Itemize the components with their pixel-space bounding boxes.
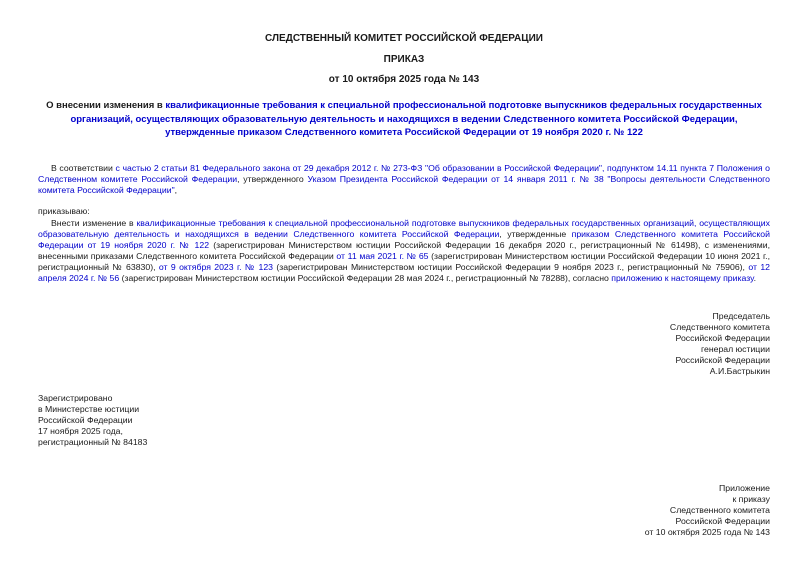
text-line: генерал юстиции <box>701 343 770 354</box>
text-line: Российской Федерации <box>675 354 770 365</box>
text-segment: , <box>174 184 178 195</box>
text-line: 17 ноября 2025 года, <box>38 425 123 436</box>
signature-block <box>38 311 770 377</box>
document-type: ПРИКАЗ <box>383 54 425 65</box>
text-line: в Министерстве юстиции <box>38 403 140 414</box>
document-title <box>38 99 770 140</box>
document-link[interactable]: приложению к настоящему приказу <box>611 272 754 283</box>
document-org-title: СЛЕДСТВЕННЫЙ КОМИТЕТ РОССИЙСКОЙ ФЕДЕРАЦИИ <box>265 33 543 44</box>
text-line: Следственного комитета <box>669 321 770 332</box>
text-line: Российской Федерации <box>675 515 770 526</box>
text-segment: (зарегистрирован Министерством юстиции Российской Федерации 9 ноября 2023 г., регистрационный № 75906), <box>273 261 749 272</box>
appendix-block <box>38 483 770 538</box>
registration-block <box>38 393 770 448</box>
text-segment: . <box>753 272 756 283</box>
text-segment: (зарегистрирован Министерством юстиции Российской Федерации 16 декабря 2020 г., регистрационный № 61498), с изменениями, внесенными приказами Следственного комитета Российской Федерации <box>38 239 771 261</box>
document-link[interactable]: с частью 2 статьи 81 Федерального закона от 29 декабря 2012 г. № 273-ФЗ "Об образовании в Российской Федерации", подпунктом 14.11 пункта 7 Положения о Следственном комитете Российской Федерации <box>38 162 770 184</box>
text-segment: , утвержденного <box>237 173 308 184</box>
text-segment: В соответствии <box>51 162 116 173</box>
document-link[interactable]: приказом Следственного комитета Российской Федерации от 19 ноября 2020 г. № 122 <box>38 228 770 250</box>
document-link[interactable]: Указом Президента Российской Федерации от 14 января 2011 г. № 38 "Вопросы деятельности Следственного комитета Российской Федерации" <box>38 173 770 195</box>
text-segment: (зарегистрирован Министерством юстиции Российской Федерации 28 мая 2024 г., регистрационный № 78288), согласно <box>119 272 612 283</box>
text-line: Председатель <box>712 310 770 321</box>
paragraph-preamble <box>38 163 770 196</box>
text-line: Следственного комитета <box>669 504 770 515</box>
document-link[interactable]: от 9 октября 2023 г. № 123 <box>158 261 273 272</box>
text-line: к приказу <box>732 493 770 504</box>
text-line: А.И.Бастрыкин <box>709 365 770 376</box>
document-link[interactable]: квалификационные требования к специальной профессиональной подготовке выпускников федеральных государственных организаций, осуществляющих образовательную деятельность и находящихся в ведении Следственного комитета Российской Федерации, утвержденные приказом Следственного комитета Российской Федерации от 19 ноября 2020 г. № 122 <box>70 100 762 138</box>
text-segment: , утвержденные <box>499 228 572 239</box>
document-link[interactable]: от 11 мая 2021 г. № 65 <box>336 250 429 261</box>
text-segment: приказываю: <box>38 205 90 216</box>
text-line: Российской Федерации <box>38 414 133 425</box>
text-line: Российской Федерации <box>675 332 770 343</box>
text-line: Зарегистрировано <box>38 392 113 403</box>
document-link[interactable]: от 12 апреля 2024 г. № 56 <box>38 261 770 283</box>
text-line: Приложение <box>719 482 770 493</box>
text-segment: (зарегистрирован Министерством юстиции Российской Федерации 10 июня 2021 г., регистрационный № 63830), <box>38 250 770 272</box>
text-segment: О внесении изменения в <box>46 100 166 111</box>
document-link[interactable]: квалификационные требования к специальной профессиональной подготовке выпускников федеральных государственных организаций, осуществляющих образовательную деятельность и находящихся в ведении Следственного комитета Российской Федерации <box>38 217 771 239</box>
text-line: от 10 октября 2025 года № 143 <box>644 526 770 537</box>
paragraph-main-order <box>38 218 770 284</box>
text-segment: Внести изменение в <box>51 217 137 228</box>
text-line: регистрационный № 84183 <box>38 436 148 447</box>
document-date-number: от 10 октября 2025 года № 143 <box>328 74 480 85</box>
paragraph-order-word <box>38 206 770 217</box>
